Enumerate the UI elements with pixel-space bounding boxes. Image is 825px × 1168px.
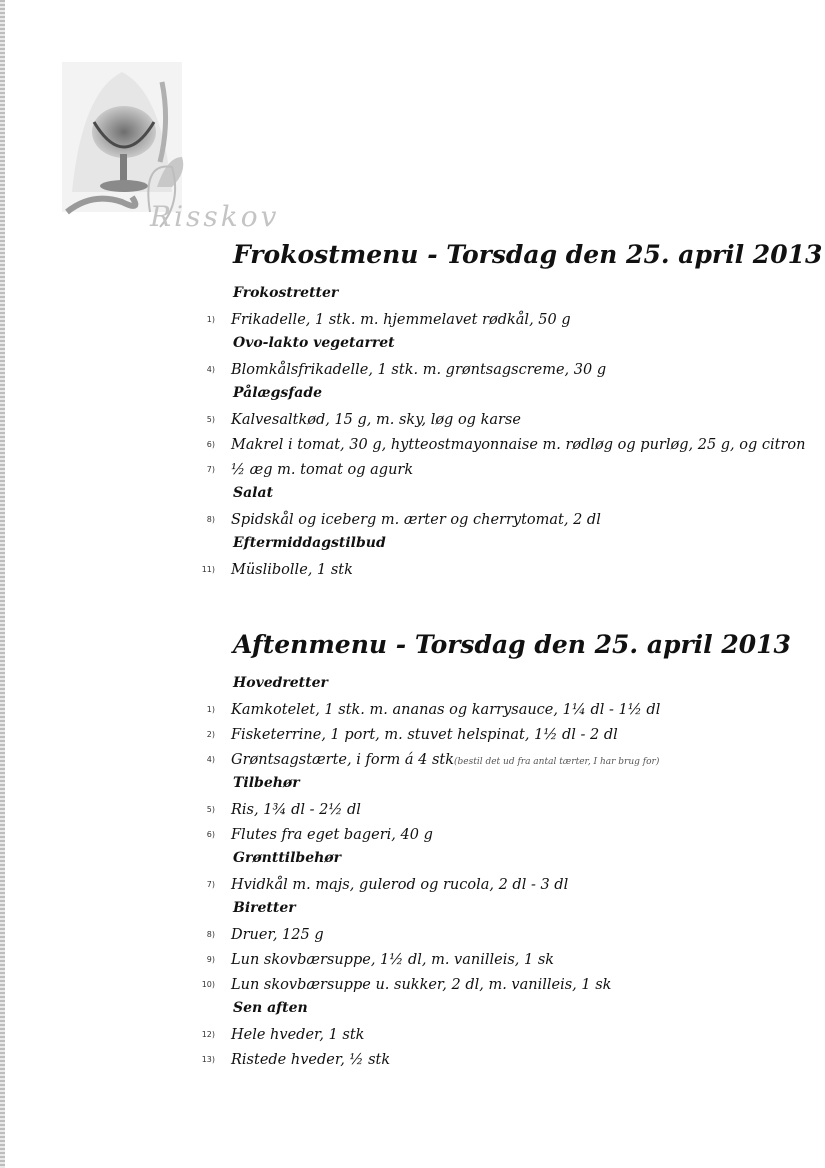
- item-text: Ris, 1¾ dl - 2½ dl: [231, 802, 361, 818]
- item-number: 8): [206, 930, 215, 939]
- item-number: 1): [206, 705, 215, 714]
- category-heading: Pålægsfade: [233, 385, 323, 401]
- category-heading: Frokostretter: [233, 285, 339, 301]
- item-number: 2): [206, 730, 215, 739]
- dinner-list: [185, 671, 805, 1071]
- menu-item: [185, 871, 805, 896]
- menu-item: [185, 1021, 805, 1046]
- item-text: Blomkålsfrikadelle, 1 stk. m. grøntsagscreme, 30 g: [231, 362, 607, 378]
- menu-item: [185, 456, 805, 481]
- item-text: Druer, 125 g: [231, 927, 324, 943]
- menu-item: [185, 821, 805, 846]
- item-number: 4): [206, 365, 215, 374]
- menu-item: [185, 921, 805, 946]
- menu-item: [185, 356, 805, 381]
- item-number: 7): [206, 465, 215, 474]
- item-text: Kalvesaltkød, 15 g, m. sky, løg og karse: [231, 412, 521, 428]
- menu-item: [185, 306, 805, 331]
- item-number: 1): [206, 315, 215, 324]
- item-note: (bestil det ud fra antal tærter, I har brug for): [454, 757, 660, 767]
- item-number: 4): [206, 755, 215, 764]
- category-heading: Hovedretter: [233, 675, 328, 691]
- item-text: ½ æg m. tomat og agurk: [231, 462, 414, 478]
- menu-item: [185, 971, 805, 996]
- logo-text: Risskov: [150, 200, 280, 233]
- item-text: Hele hveder, 1 stk: [231, 1027, 365, 1043]
- item-text: Müslibolle, 1 stk: [231, 562, 353, 578]
- item-number: 13): [201, 1055, 215, 1064]
- item-number: 9): [206, 955, 215, 964]
- item-number: 7): [206, 880, 215, 889]
- category-heading: Grønttilbehør: [233, 850, 342, 866]
- item-text: Hvidkål m. majs, gulerod og rucola, 2 dl - 3 dl: [231, 877, 569, 893]
- menu-item: [185, 406, 805, 431]
- category-heading: Biretter: [233, 900, 296, 916]
- item-text: Frikadelle, 1 stk. m. hjemmelavet rødkål, 50 g: [231, 312, 571, 328]
- item-text: Flutes fra eget bageri, 40 g: [231, 827, 433, 843]
- menu-item: [185, 1046, 805, 1071]
- item-text: Makrel i tomat, 30 g, hytteostmayonnaise m. rødløg og purløg, 25 g, og citron: [231, 437, 806, 453]
- item-number: 5): [206, 805, 215, 814]
- scan-edge: [0, 0, 5, 1168]
- category-heading: Sen aften: [233, 1000, 308, 1016]
- item-text: Lun skovbærsuppe u. sukker, 2 dl, m. vanilleis, 1 sk: [231, 977, 612, 993]
- dinner-title: Aftenmenu - Torsdag den 25. april 2013: [233, 630, 791, 659]
- dinner-menu: [185, 630, 805, 1071]
- item-number: 6): [206, 440, 215, 449]
- menu-item: [185, 506, 805, 531]
- item-text: Spidskål og iceberg m. ærter og cherrytomat, 2 dl: [231, 512, 601, 528]
- item-number: 11): [201, 565, 215, 574]
- item-number: 12): [201, 1030, 215, 1039]
- category-heading: Ovo-lakto vegetarret: [233, 335, 395, 351]
- lunch-list: [185, 281, 805, 581]
- menu-item: [185, 746, 805, 771]
- item-number: 6): [206, 830, 215, 839]
- category-heading: Eftermiddagstilbud: [233, 535, 386, 551]
- lunch-menu: [185, 240, 823, 581]
- item-text: Grøntsagstærte, i form á 4 stk: [231, 752, 455, 768]
- item-text: Lun skovbærsuppe, 1½ dl, m. vanilleis, 1 sk: [231, 952, 555, 968]
- category-heading: Salat: [233, 485, 274, 501]
- item-text: Kamkotelet, 1 stk. m. ananas og karrysauce, 1¼ dl - 1½ dl: [231, 702, 661, 718]
- item-text: Fisketerrine, 1 port, m. stuvet helspinat, 1½ dl - 2 dl: [231, 727, 618, 743]
- menu-item: [185, 431, 805, 456]
- item-number: 8): [206, 515, 215, 524]
- item-text: Ristede hveder, ½ stk: [231, 1052, 391, 1068]
- item-number: 5): [206, 415, 215, 424]
- lunch-title: Frokostmenu - Torsdag den 25. april 2013: [233, 240, 823, 269]
- menu-item: [185, 721, 805, 746]
- menu-item: [185, 556, 805, 581]
- menu-item: [185, 696, 805, 721]
- item-number: 10): [201, 980, 215, 989]
- category-heading: Tilbehør: [233, 775, 300, 791]
- menu-item: [185, 946, 805, 971]
- menu-item: [185, 796, 805, 821]
